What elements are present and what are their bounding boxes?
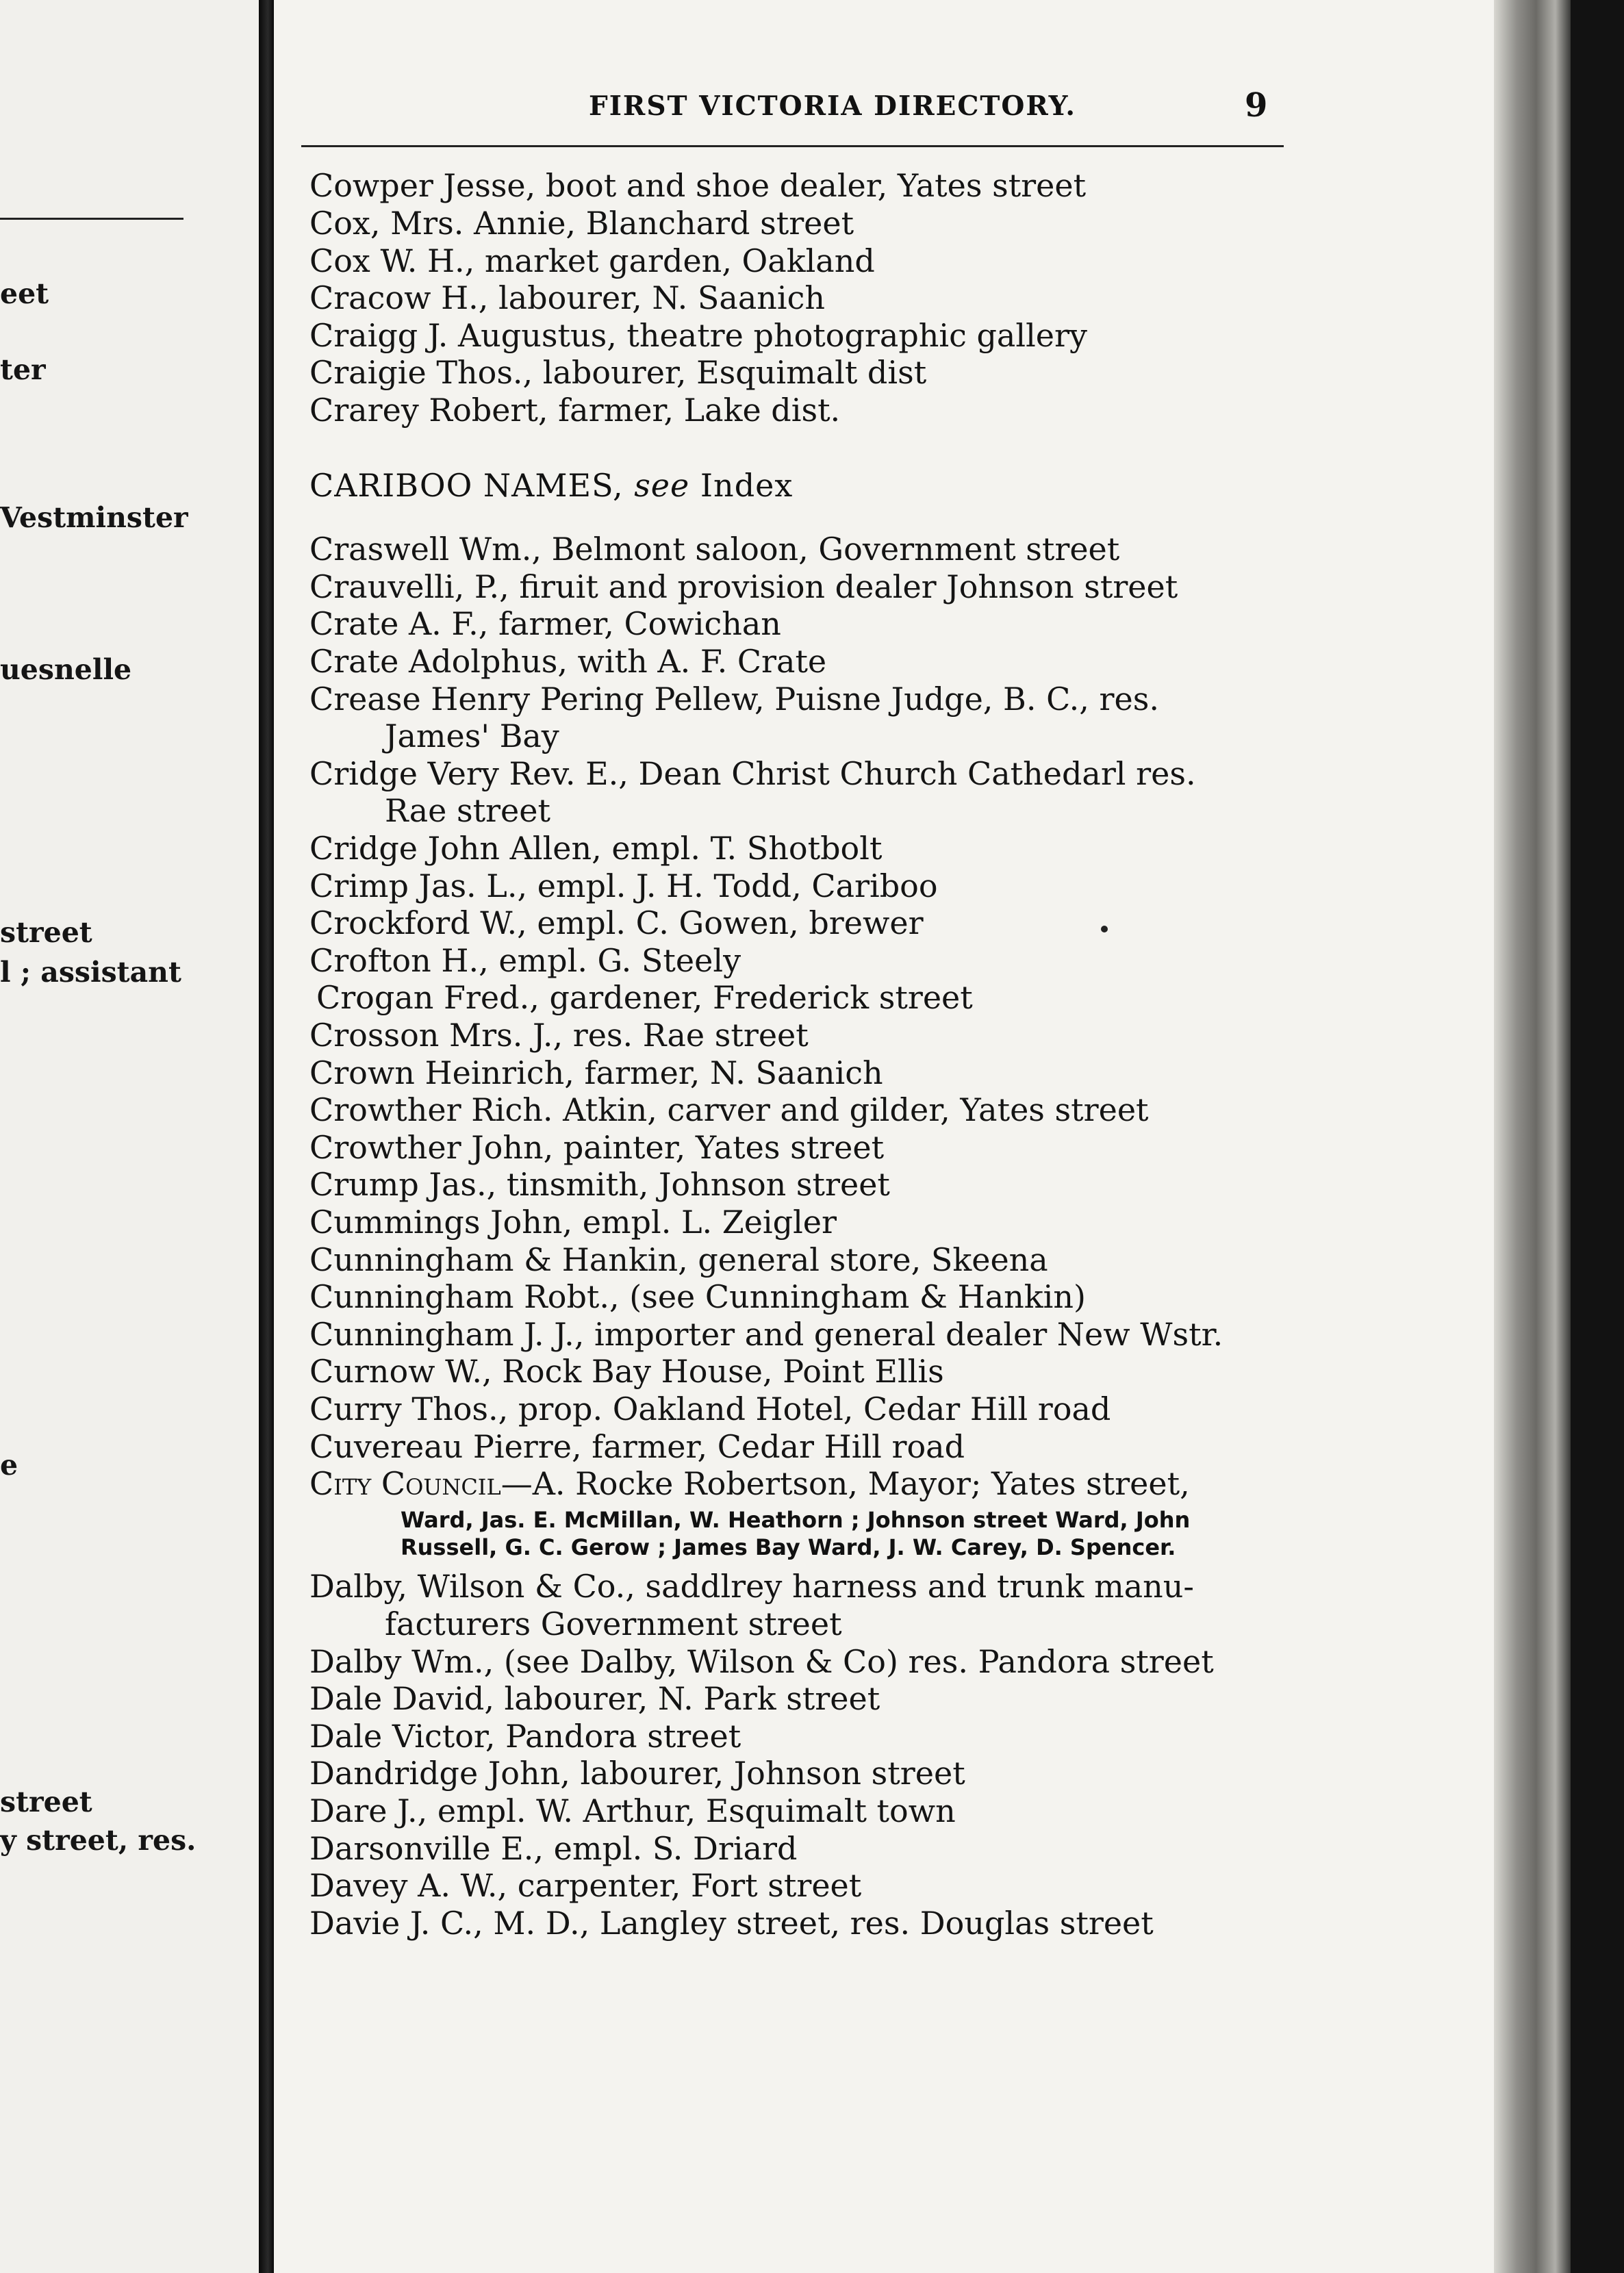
facing-line-fragment: street [0, 916, 92, 949]
facing-page-rule [0, 218, 183, 220]
directory-entry: Dale Victor, Pandora street [309, 1718, 741, 1755]
facing-line-fragment: street [0, 1786, 92, 1818]
directory-entry: Crauvelli, P., firuit and provision dealer Johnson street [309, 568, 1178, 605]
directory-entry: Cunningham & Hankin, general store, Skeena [309, 1241, 1048, 1278]
directory-entry-continuation: Rae street [385, 792, 550, 829]
directory-entry: Cowper Jesse, boot and shoe dealer, Yates street [309, 167, 1087, 204]
directory-entry: Dare J., empl. W. Arthur, Esquimalt town [309, 1792, 956, 1829]
scan-background [1571, 0, 1624, 2273]
directory-entry: Crease Henry Pering Pellew, Puisne Judge, B. C., res. [309, 681, 1159, 718]
directory-entry: Davey A. W., carpenter, Fort street [309, 1867, 862, 1904]
directory-entry: Cox W. H., market garden, Oakland [309, 242, 875, 279]
directory-entry: Cridge Very Rev. E., Dean Christ Church Cathedarl res. [309, 755, 1196, 792]
cariboo-label: CARIBOO NAMES, [309, 467, 624, 504]
cariboo-cross-reference [309, 467, 793, 504]
facing-line-fragment: eet [0, 277, 49, 310]
facing-line-fragment: uesnelle [0, 653, 132, 686]
directory-entry: Davie J. C., M. D., Langley street, res. Douglas street [309, 1905, 1154, 1942]
directory-entry: Cuvereau Pierre, farmer, Cedar Hill road [309, 1428, 965, 1465]
facing-page-fragment [0, 0, 259, 2273]
page-edge-stack [1494, 0, 1571, 2273]
facing-line-fragment: ter [0, 353, 46, 386]
directory-entry: Crown Heinrich, farmer, N. Saanich [309, 1054, 883, 1091]
directory-entry: Crowther John, painter, Yates street [309, 1129, 885, 1166]
directory-entry-continuation: facturers Government street [385, 1605, 842, 1642]
directory-entry: Darsonville E., empl. S. Driard [309, 1830, 798, 1867]
facing-line-fragment: y street, res. [0, 1824, 196, 1857]
directory-entry: Craigg J. Augustus, theatre photographic gallery [309, 317, 1087, 354]
directory-entry: Crimp Jas. L., empl. J. H. Todd, Cariboo [309, 867, 938, 904]
directory-entry: Cridge John Allen, empl. T. Shotbolt [309, 830, 883, 867]
directory-entry: Cummings John, empl. L. Zeigler [309, 1204, 837, 1241]
directory-entry: Crogan Fred., gardener, Frederick street [316, 979, 973, 1016]
see-target: Index [700, 467, 794, 504]
running-title: FIRST VICTORIA DIRECTORY. [589, 90, 1076, 122]
facing-line-fragment: Vestminster [0, 501, 188, 534]
directory-entry: Curnow W., Rock Bay House, Point Ellis [309, 1353, 944, 1390]
directory-entry-continuation: James' Bay [385, 718, 559, 754]
directory-entry: Crate A. F., farmer, Cowichan [309, 605, 781, 642]
facing-line-fragment: e [0, 1449, 18, 1482]
facing-line-fragment: l ; assistant [0, 956, 181, 989]
directory-entry: Dale David, labourer, N. Park street [309, 1680, 880, 1717]
directory-entry: Cracow H., labourer, N. Saanich [309, 279, 825, 316]
directory-entry: Crofton H., empl. G. Steely [309, 942, 741, 979]
running-header [274, 86, 1494, 131]
directory-entry: Dandridge John, labourer, Johnson street [309, 1755, 965, 1792]
header-rule [301, 145, 1284, 147]
see-word: see [634, 467, 690, 504]
directory-entry: Crosson Mrs. J., res. Rae street [309, 1017, 809, 1054]
directory-entry: Crowther Rich. Atkin, carver and gilder, Yates street [309, 1091, 1149, 1128]
directory-entry: Crockford W., empl. C. Gowen, brewer [309, 904, 924, 941]
city-council-wards: Russell, G. C. Gerow ; James Bay Ward, J. W. Carey, D. Spencer. [401, 1534, 1176, 1560]
directory-entry: Crarey Robert, farmer, Lake dist. [309, 392, 841, 429]
page-number: 9 [1245, 86, 1268, 125]
directory-entry: Dalby Wm., (see Dalby, Wilson & Co) res. Pandora street [309, 1643, 1214, 1680]
city-council-text: —A. Rocke Robertson, Mayor; Yates street, [500, 1465, 1190, 1502]
city-council-entry [309, 1465, 1323, 1503]
directory-entry: Crump Jas., tinsmith, Johnson street [309, 1166, 890, 1203]
directory-entry: Craswell Wm., Belmont saloon, Government street [309, 531, 1120, 568]
city-council-label: City Council [309, 1465, 501, 1502]
directory-entry: Cunningham Robt., (see Cunningham & Hankin) [309, 1278, 1086, 1315]
book-gutter [259, 0, 274, 2273]
directory-entry: Crate Adolphus, with A. F. Crate [309, 643, 827, 680]
directory-entry: Cunningham J. J., importer and general dealer New Wstr. [309, 1316, 1223, 1353]
directory-page [274, 0, 1494, 2273]
directory-entry: Curry Thos., prop. Oakland Hotel, Cedar Hill road [309, 1391, 1111, 1427]
ink-speck [1101, 926, 1108, 932]
city-council-wards: Ward, Jas. E. McMillan, W. Heathorn ; Johnson street Ward, John [401, 1507, 1191, 1533]
directory-entry: Dalby, Wilson & Co., saddlrey harness and trunk manu- [309, 1568, 1194, 1605]
directory-entry: Craigie Thos., labourer, Esquimalt dist [309, 354, 927, 391]
directory-entry: Cox, Mrs. Annie, Blanchard street [309, 205, 854, 242]
